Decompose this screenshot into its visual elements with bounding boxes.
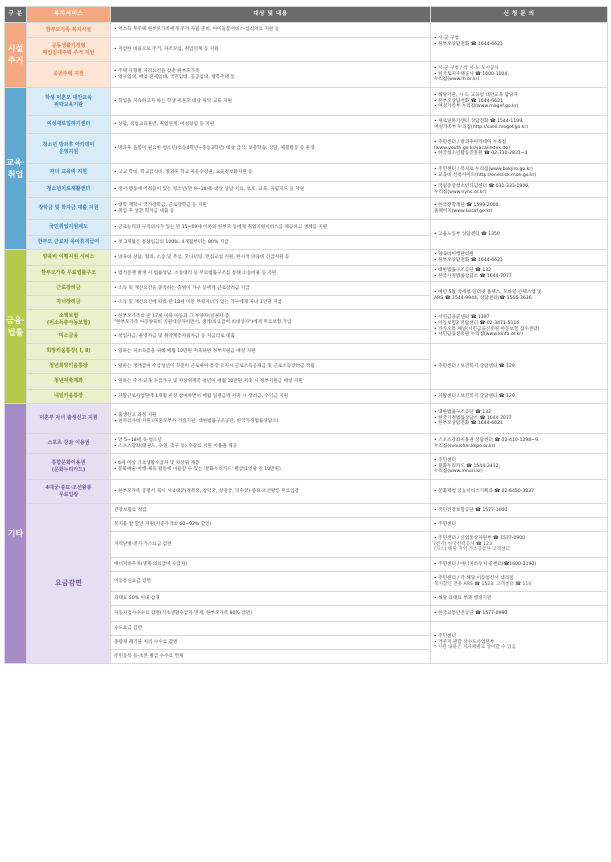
bullet-line: • 학업을 지속하고자 하는 학생 미혼모 대상 위탁 교육 지원	[114, 99, 427, 105]
fee-item-name: 건강보험료 경감	[111, 504, 431, 518]
service-name: 국민취업지원제도	[27, 220, 111, 236]
bullet-line: • 한부모상담전화 ☎ 1644-6621	[434, 421, 604, 427]
bullet-line: • 새로일하기센터 상담전화 ☎ 1544-1199, 여성가족부 누리집(http://saeil.mogef.go.kr)	[434, 119, 604, 131]
service-name: 요금감면	[27, 504, 111, 664]
service-content	[111, 250, 431, 266]
apply-contact	[431, 606, 608, 622]
service-content	[111, 282, 431, 296]
table-row	[5, 220, 608, 236]
apply-contact	[431, 23, 608, 62]
service-name: 청소년치료재활센터	[27, 182, 111, 198]
apply-contact	[431, 62, 608, 88]
service-content	[111, 310, 431, 330]
bullet-line: • 저렴한 비용으로 주거, 자조모임, 취업연계 등 지원	[114, 47, 427, 53]
table-row	[5, 310, 608, 330]
fee-item-name: 복지용 쌀 할인 지원(기준가격의 60~92% 할인)	[111, 518, 431, 532]
service-name: 청년저축계좌	[27, 374, 111, 390]
bullet-line: • 출생신고 과정 지원	[114, 413, 427, 419]
table-row	[5, 62, 608, 88]
service-name: 공공주택 지원	[27, 62, 111, 88]
service-content	[111, 434, 431, 454]
service-name: 4대궁·종묘·조선왕릉 무료입장	[27, 480, 111, 504]
apply-contact	[431, 134, 608, 164]
service-content	[111, 266, 431, 282]
bullet-line: • 스포츠강좌이용권 상담센터 ☎ 02-410-1298~9, 누리집(svoucher.kspo.or.kr)	[434, 438, 604, 450]
bullet-line: • 정서·행동에 어려움이 있는 청소년(만 9~18세) 대상 상담·치료, 보호, 교육, 자립지도 등 지원	[114, 187, 427, 193]
table-row	[5, 198, 608, 220]
bullet-line: • 일하는 저소득층을 위해 매월 10만원 저축하면 정부지원금 매칭 지원	[114, 349, 427, 355]
apply-contact	[431, 182, 608, 198]
bullet-line: • 양육비 상담, 협의, 소송 및 추심, 모니터링, 면접교섭 지원, 한시적 양육비 긴급지원 등	[114, 255, 427, 261]
category-cell: 시설 주거	[5, 23, 27, 88]
bullet-line: • 여성가족부 누리집(www.mogef.go.kr)	[434, 104, 604, 110]
bullet-line: • 서민금융진흥원 누리집(www.kinfa.or.kr)	[434, 332, 604, 338]
apply-contact	[431, 622, 608, 664]
table-row	[5, 434, 608, 454]
bullet-line: • 시·군·구청	[434, 36, 604, 42]
service-content	[111, 330, 431, 344]
service-name: 한부모 근로자 육아휴직급여	[27, 236, 111, 250]
fee-item-name: 에너지바우처(생계·의료급여 수급자)	[111, 558, 431, 572]
service-name: 자녀 교육비 지원	[27, 164, 111, 182]
table-row	[5, 266, 608, 282]
service-content	[111, 296, 431, 310]
service-name: 청년희망키움통장	[27, 360, 111, 374]
bullet-line: • 서민금융콜센터 ☎ 1397	[434, 315, 604, 321]
table-row	[5, 282, 608, 296]
bullet-line: • 해당 과태료 부과 행정기관	[434, 596, 604, 602]
apply-contact	[431, 250, 608, 266]
header-category: 구 분	[5, 7, 27, 23]
bullet-line: • 한부모가족의 만 17세 이하 아동과 그 부양자(친권자 중, "한부모가족 아동양육비 지원대상자이면서, 생계/의료급여 비대상자")에게 무료보험 가입	[114, 314, 427, 326]
apply-contact	[431, 282, 608, 310]
header-apply: 신 청 문 의	[431, 7, 608, 23]
header-content: 대상 및 내용	[111, 7, 431, 23]
bullet-line: * 지원 내용은 지자체별로 상이할 수 있음	[434, 645, 517, 651]
bullet-line: • 시·군·구청 / 각 시·도 도시공사	[434, 66, 604, 72]
table-row	[5, 480, 608, 504]
bullet-line: • 한국토지주택공사 ☎ 1600-1004, 누리집(www.lh.or.kr)	[434, 72, 604, 84]
service-content	[111, 23, 431, 38]
category-cell: 금융· 법률	[5, 250, 27, 404]
bullet-line: • 주민센터 / 각 해당 이동통신사 대리점	[434, 576, 604, 582]
bullet-line: • 근로능력과 구직의사가 있는 만 15~69세 이하의 한부모 등에게 취업지원서비스를 제공하고 생계를 지원	[114, 225, 427, 231]
header-service: 복지서비스	[27, 7, 111, 23]
service-name: 근로장려금	[27, 282, 111, 296]
bullet-line: • 한국가정법률상담소 ☎ 1644-7077	[434, 274, 604, 280]
welfare-services-table	[4, 6, 608, 664]
fee-item-name: 이동통신요금 감면	[111, 572, 431, 592]
bullet-line: • 소득 및 재산요건에 따라 만 18세 미만 부양자녀가 있는 가구에게 자녀 1인당 지급	[114, 300, 427, 306]
service-name: 내일키움통장	[27, 390, 111, 404]
service-content	[111, 220, 431, 236]
service-name: 한부모가족 무료법률구조	[27, 266, 111, 282]
bullet-line: • 주민센터 / 방과후아카데미 누리집 (www.youth.go.kr/yaca/index.do)	[434, 140, 604, 152]
bullet-line: • 교육비 신청사이트(http://oneclick.moe.go.kr)	[434, 173, 604, 179]
bullet-line: • 아동보험2 전담센터 ☎ 02-3471-5116	[434, 321, 604, 327]
bullet-line: • 친자검사비 지원 (미혼모부자 거점기관, 대한법률구조공단, 한국가정법률상담소)	[114, 419, 427, 425]
bullet-line: • 거주지 관할 상수도사업본부	[434, 640, 604, 646]
bullet-line: • 해당기관, 시·도 교육청 대안교육 담당자	[434, 93, 604, 99]
bullet-line: • 한국가정법률상담소 ☎ 1644-7077	[434, 416, 604, 422]
fee-item-name: 자동차검사수수료 감면(기초생활수급자 면제, 한부모가족 80% 감면)	[111, 606, 431, 622]
bullet-line: • 첫 3개월은 통상임금의 100%, 4개월부터는 80% 지급	[114, 240, 427, 246]
bullet-line: (전기) 한국전력공사 ☎ 123	[434, 541, 492, 547]
service-name: 미혼부 자녀 출생신고 지원	[27, 404, 111, 434]
table-body	[5, 23, 608, 664]
service-content	[111, 198, 431, 220]
apply-contact	[431, 532, 608, 558]
bullet-line: • 문화누리카드 ☎ 1544-3412, 누리집(www.mnuri.kr)	[434, 464, 604, 476]
bullet-line: • 만 5~18세 유·청소년	[114, 438, 427, 444]
bullet-line: • 취업 후 상환 학자금 대출 등	[114, 209, 427, 215]
bullet-line: • 주택 유형별 자격요건을 갖춘 한부모가족	[114, 69, 427, 75]
table-row	[5, 182, 608, 198]
service-content	[111, 344, 431, 360]
bullet-line: • 한부모상담전화 ☎ 1644-6621	[434, 258, 604, 264]
bullet-line: • 자활근로사업단에 1개월 이상 참여하면서 매월 일정금액 저축 시 장려금, 수익금 지원	[114, 394, 427, 400]
table-row	[5, 390, 608, 404]
bullet-line: • 대한법률구조공단 ☎ 132	[434, 268, 604, 274]
bullet-line: • 스포츠강좌(태권도, 수영, 축구 등) 수강료 지원 이용권 제공	[114, 444, 427, 450]
service-content	[111, 454, 431, 480]
service-name: 장학금 및 학자금 대출 지원	[27, 198, 111, 220]
bullet-line: • 법적분쟁 발생 시 법률상담, 소송대리 등 무료법률구조를 통해 소송비용 등 지원	[114, 271, 427, 277]
apply-contact	[431, 116, 608, 134]
bullet-line: • 매년 5월 국세청 인터넷 홈택스, 모바일 손택스앱 및 ARS ☎ 1544-9944, 상담센터(☎ 1566-3636	[434, 290, 604, 302]
service-content	[111, 116, 431, 134]
apply-contact	[431, 592, 608, 606]
apply-contact	[431, 404, 608, 434]
table-row	[5, 116, 608, 134]
apply-contact	[431, 344, 608, 390]
service-name: 한부모가족 복지시설	[27, 23, 111, 38]
bullet-line: • 한부모상담전화 ☎ 1644-6621	[434, 99, 604, 105]
service-name: 스포츠 강좌 이용권	[27, 434, 111, 454]
apply-contact	[431, 518, 608, 532]
service-content	[111, 404, 431, 434]
table-row	[5, 134, 608, 164]
apply-contact	[431, 558, 608, 572]
category-cell: 기타	[5, 404, 27, 664]
apply-contact	[431, 266, 608, 282]
bullet-line: • 상담, 직업교육훈련, 취업연계, 여성창업 등 지원	[114, 122, 427, 128]
bullet-line: • 저소득 무주택 한부모가족에게 주거·자립 준비, 아이돌봄서비스·심리치료 지원 등	[114, 27, 427, 33]
fee-item-name: 수도요금 감면	[111, 622, 431, 636]
table-row	[5, 404, 608, 434]
service-name: 청소년 방과후 아카데미 운영지원	[27, 134, 111, 164]
service-content	[111, 480, 431, 504]
service-name: 소액보험 (저소득층아동보험)	[27, 310, 111, 330]
bullet-line: • 방과후 돌봄이 필요한 청소년(초등4학년~중등3학년) 대상 급식, 보충학습, 상담, 체험활동 등 운영	[114, 146, 427, 152]
bullet-line: • 한부모가족 증명서 제시 시 4대궁(경복궁, 창덕궁, 창경궁, 덕수궁)·종묘·조선왕릉 무료입장	[114, 489, 427, 495]
bullet-line: • 카카오톡 채널(서민금융진흥원 아동보험 접수센터)	[434, 327, 604, 333]
service-name: 자녀장려금	[27, 296, 111, 310]
table-row	[5, 164, 608, 182]
category-cell: 교육· 취업	[5, 88, 27, 250]
apply-contact	[431, 504, 608, 518]
service-name: 공동생활가정형 매입임대주택 주거 지원	[27, 38, 111, 62]
service-name: 통합문화이용권 (문화누리카드)	[27, 454, 111, 480]
apply-contact	[431, 220, 608, 250]
service-content	[111, 390, 431, 404]
service-name: 희망키움통장( Ⅰ, Ⅱ)	[27, 344, 111, 360]
table-row	[5, 504, 608, 518]
table-row	[5, 88, 608, 116]
table-row	[5, 250, 608, 266]
table-header-row	[5, 7, 608, 23]
bullet-line: • 주민센터	[434, 522, 604, 528]
bullet-line: • 고용노동부 상담센터 ☎ 1350	[434, 232, 604, 238]
bullet-line: • 고교 학비, 학교급식비, 방과후 학교 자유수강권, 교육정보화지원 등	[114, 170, 427, 176]
service-content	[111, 236, 431, 250]
bullet-line: • 한국교통안전공단 ☎ 1577-0990	[434, 611, 604, 617]
apply-contact	[431, 390, 608, 404]
bullet-line: • 문화예술·여행·체육 활동에 이용할 수 있는 '문화누리카드' 발급(1인당 연 10만원)	[114, 467, 427, 473]
bullet-line: • 소득 및 재산요건을 충족하는 홑벌이 가구 등에게 근로장려금 지급	[114, 286, 427, 292]
bullet-line: • 대한법률구조공단 ☎ 132	[434, 410, 604, 416]
service-name: 학생 미혼모 대안교육 위탁교육기관	[27, 88, 111, 116]
bullet-line: • 영구임대, 매입·전세임대, 국민임대, 공공임대, 행복주택 등	[114, 75, 427, 81]
bullet-line: • 주민센터 / 에너지바우처 콜센터(☎1600-3190)	[434, 562, 604, 568]
apply-contact	[431, 454, 608, 480]
fee-item-name: 과태료 50% 이내 감경	[111, 592, 431, 606]
service-content	[111, 134, 431, 164]
bullet-line: • 국립중앙청소년디딤센터 ☎ 031-333-1900, 누리집(www.nyhc.or.kr)	[434, 184, 604, 196]
service-content	[111, 182, 431, 198]
bullet-line: • 주민센터	[434, 634, 604, 640]
table-row	[5, 344, 608, 360]
bullet-line: • 한부모상담전화 ☎ 1644-6621	[434, 42, 604, 48]
bullet-line: • 창업자금, 운영자금 및 취약계층자립자금 등 저금리로 대출	[114, 334, 427, 340]
bullet-line: • 국민건강보험공단 ☎ 1577-1000	[434, 508, 604, 514]
service-name: 양육비 이행지원 서비스	[27, 250, 111, 266]
apply-contact	[431, 480, 608, 504]
table-row	[5, 23, 608, 38]
bullet-line: • 한국청소년활동진흥원 ☎ 02-330-2831~4	[434, 151, 604, 157]
apply-contact	[431, 434, 608, 454]
bullet-line: • 주민센터 / 산업통상자원부 ☎ 1577-0900	[434, 536, 604, 542]
table-row	[5, 454, 608, 480]
apply-contact	[431, 164, 608, 182]
bullet-line: • 일하는 주거·교육 수급가구 및 차상위계층 청년이 매월 10만원 저축 시 정부지원금 매칭 지원	[114, 379, 427, 385]
apply-contact	[431, 310, 608, 344]
service-content	[111, 374, 431, 390]
bullet-line: • 자활센터 / 보건복지 상담센터 ☎ 129	[434, 394, 604, 400]
fee-item-name: 주민등록 등·초본 발급 수수료 면제	[111, 650, 431, 664]
service-name: 미소금융	[27, 330, 111, 344]
bullet-line: • 주민센터 / 보건복지 상담센터 ☎ 129	[434, 364, 604, 370]
service-content	[111, 38, 431, 62]
bullet-line: • 문화재청 궁능서비스기획과 ☎ 02-6450-3837	[434, 489, 604, 495]
bullet-line: (가스) 해당 지역 가스공급사 고객센터	[434, 547, 510, 553]
service-content	[111, 88, 431, 116]
service-content	[111, 62, 431, 88]
bullet-line: • 6세 이상 기초생활수급자 및 차상위 계층	[114, 461, 427, 467]
bullet-line: • 양육비이행관리원	[434, 252, 604, 258]
service-name: 여성새로일하기센터	[27, 116, 111, 134]
service-content	[111, 164, 431, 182]
service-content	[111, 360, 431, 374]
bullet-line: • 대학 재학시 국가장학금, 근로장학금 등 지원	[114, 203, 427, 209]
bullet-line: • 일하는 생계급여 수급청년이 꾸준히 근로하여 통장 유지시 근로소득공제금 및 근로소득장려금 적립	[114, 364, 427, 370]
fee-item-name: 지역난방·전기·가스요금 감면	[111, 532, 431, 558]
apply-contact	[431, 572, 608, 592]
bullet-line: • 주민센터	[434, 458, 604, 464]
bullet-line: • 주민센터 / 복지로 누리집(www.bokjiro.go.kr)	[434, 167, 604, 173]
apply-contact	[431, 88, 608, 116]
bullet-line: 복지할인 전용 ARS ☎ 1523, 고객센터 ☎ 114	[434, 581, 532, 587]
apply-contact	[431, 198, 608, 220]
fee-item-name: 종량제 폐기물 처리 수수료 감면	[111, 636, 431, 650]
bullet-line: • 한국장학재단 ☎ 1599-2000, 홈페이지(www.kosaf.go.kr)	[434, 203, 604, 215]
